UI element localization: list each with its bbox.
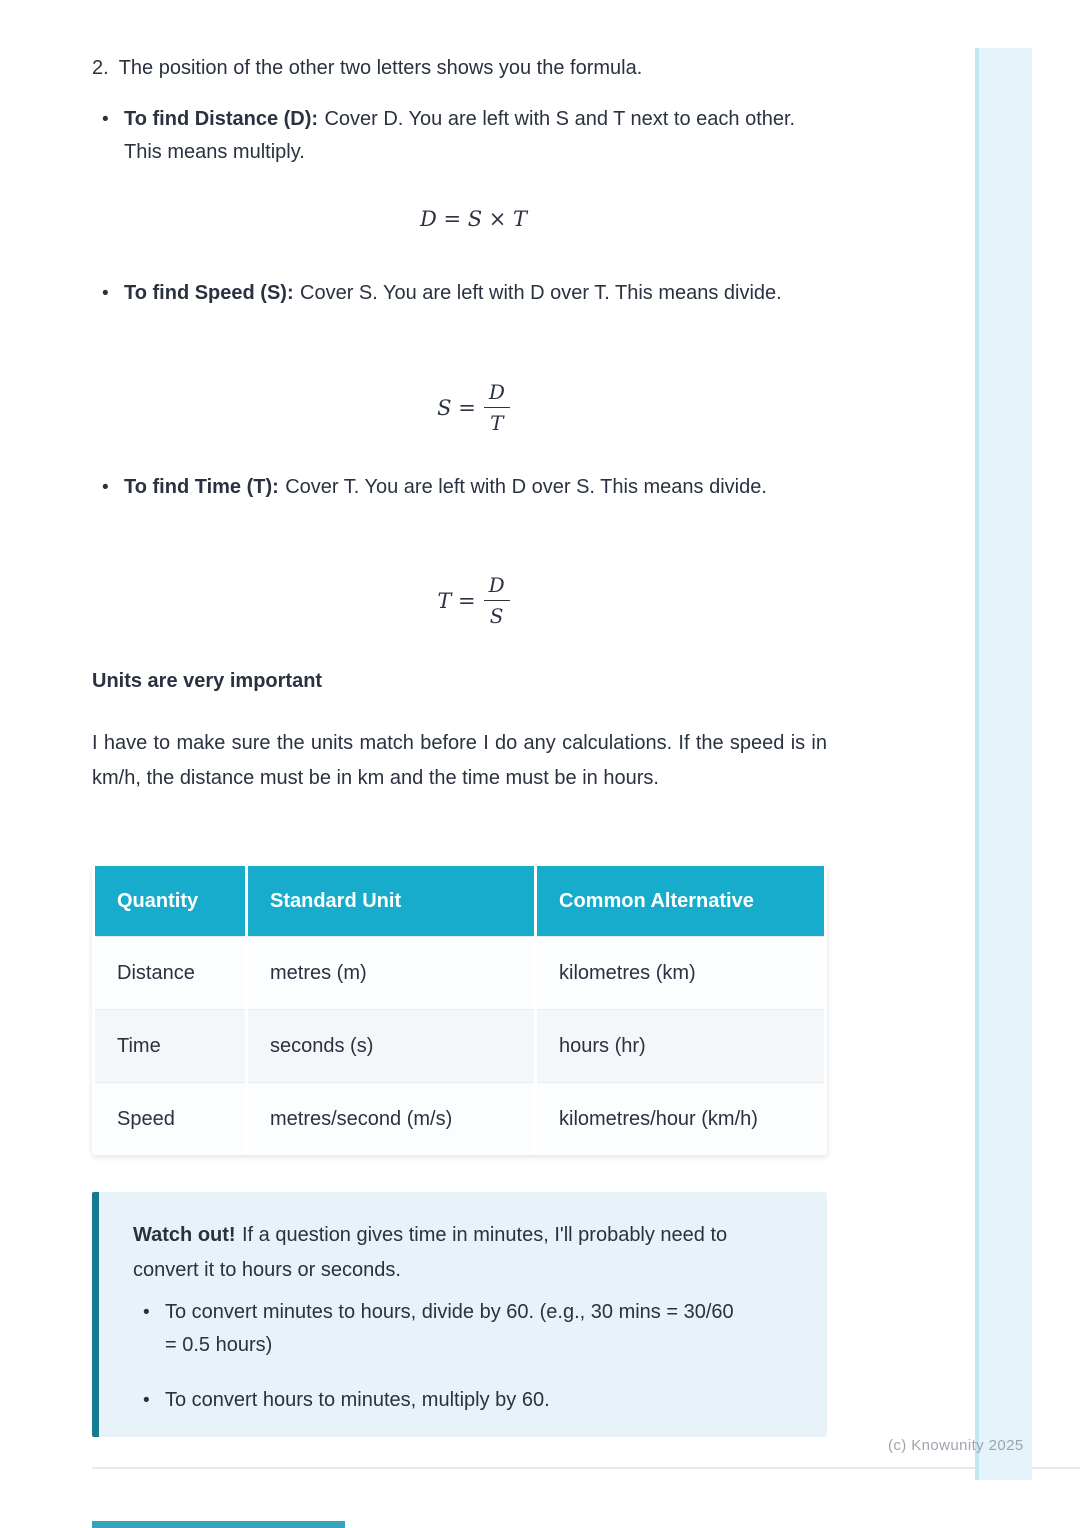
bullet-dot-icon: •	[102, 283, 109, 304]
fraction-numerator: D	[484, 380, 510, 408]
cell-standard-unit: metres/second (m/s)	[248, 1082, 534, 1155]
section-heading: Units are very important	[92, 670, 323, 692]
bullet-label: To find Time (T):	[124, 476, 279, 498]
formula-time-lhs: T =	[437, 588, 476, 613]
table-row	[95, 1082, 824, 1155]
bullet-list-time	[92, 471, 827, 504]
cell-common-alternative: kilometres (km)	[537, 936, 824, 1009]
cell-quantity: Distance	[95, 936, 245, 1009]
table-row	[95, 936, 824, 1009]
bottom-accent-bar	[92, 1521, 345, 1528]
callout-label: Watch out!	[133, 1224, 236, 1246]
formula-distance-text: D = S × T	[419, 207, 528, 231]
cell-common-alternative: kilometres/hour (km/h)	[537, 1082, 824, 1155]
bullet-text: Cover S. You are left with D over T. This means divide.	[300, 282, 782, 304]
column-header-common-alternative: Common Alternative	[537, 866, 824, 936]
bullet-list-speed	[92, 277, 827, 310]
section-paragraph: I have to make sure the units match before I do any calculations. If the speed is in km/h, the distance must be in km and the time must be in hours.	[92, 732, 827, 789]
units-table	[92, 866, 827, 1155]
column-header-quantity: Quantity	[95, 866, 245, 936]
callout-bullet-list	[133, 1296, 743, 1417]
list-item	[92, 103, 827, 169]
cell-common-alternative: hours (hr)	[537, 1009, 824, 1082]
bullet-label: To find Distance (D):	[124, 108, 319, 130]
list-item	[133, 1296, 743, 1362]
callout-bullet-text: To convert hours to minutes, multiply by 60.	[165, 1389, 550, 1411]
formula-distance	[106, 207, 841, 231]
list-number: 2.	[92, 57, 109, 79]
cell-quantity: Speed	[95, 1082, 245, 1155]
list-item	[133, 1384, 743, 1417]
formula-speed-lhs: S =	[437, 395, 476, 420]
fraction	[484, 380, 510, 435]
fraction-numerator: D	[484, 573, 510, 601]
cell-standard-unit: seconds (s)	[248, 1009, 534, 1082]
callout-paragraph	[133, 1218, 783, 1288]
fraction	[484, 573, 510, 628]
divider-line	[92, 1467, 1080, 1469]
list-item	[92, 277, 827, 310]
formula-time	[106, 573, 841, 628]
formula-speed	[106, 380, 841, 435]
bullet-dot-icon: •	[102, 477, 109, 498]
list-text: The position of the other two letters shows you the formula.	[118, 57, 643, 79]
callout-bullet-text: To convert minutes to hours, divide by 60. (e.g., 30 mins = 30/60 = 0.5 hours)	[165, 1301, 734, 1356]
ordered-list-item	[92, 52, 827, 85]
list-item	[92, 471, 827, 504]
bullet-text: Cover T. You are left with D over S. This means divide.	[285, 476, 767, 498]
bullet-label: To find Speed (S):	[124, 282, 294, 304]
fraction-denominator: S	[489, 604, 504, 628]
bullet-dot-icon: •	[143, 1390, 150, 1411]
callout-text: If a question gives time in minutes, I'll probably need to convert it to hours or seconds.	[133, 1224, 728, 1281]
bullet-dot-icon: •	[143, 1302, 150, 1323]
callout-watch-out	[92, 1192, 827, 1437]
bullet-dot-icon: •	[102, 109, 109, 130]
scrollbar-track[interactable]	[975, 48, 1032, 1480]
bullet-list-distance	[92, 103, 827, 169]
table-row	[95, 1009, 824, 1082]
cell-standard-unit: metres (m)	[248, 936, 534, 1009]
cell-quantity: Time	[95, 1009, 245, 1082]
watermark: (c) Knowunity 2025	[888, 1437, 1024, 1454]
column-header-standard-unit: Standard Unit	[248, 866, 534, 936]
table-header-row	[95, 866, 824, 936]
bullet-text: Cover D. You are left with S and T next to each other. This means multiply.	[124, 108, 796, 163]
fraction-denominator: T	[490, 411, 504, 435]
